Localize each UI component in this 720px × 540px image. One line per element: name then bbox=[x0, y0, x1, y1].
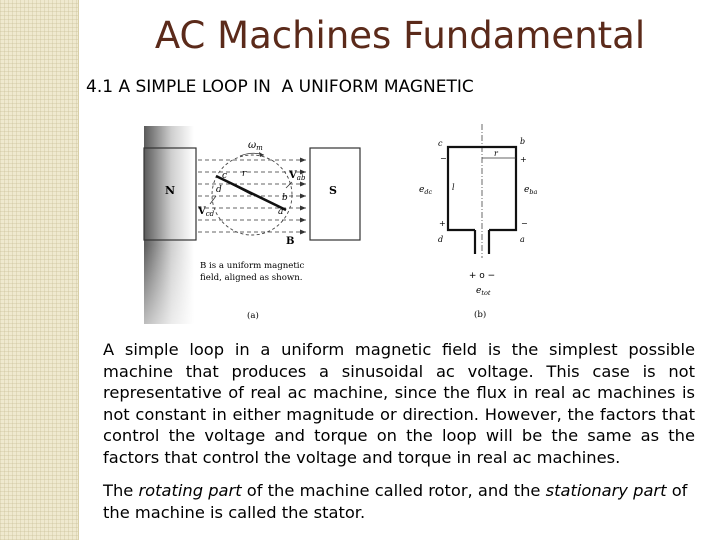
stationary-part-term: stationary part bbox=[545, 481, 667, 500]
field-caption-line2: field, aligned as shown. bbox=[200, 273, 303, 283]
corner-b-label: b bbox=[520, 137, 526, 146]
figure-b bbox=[419, 124, 537, 320]
length-label: l bbox=[452, 183, 455, 192]
paragraph2-text-3: of the machine is called the stator. bbox=[103, 481, 688, 522]
slide-title: AC Machines Fundamental bbox=[154, 14, 646, 57]
loop-figure bbox=[140, 118, 565, 328]
vab-symbol: V bbox=[289, 170, 297, 181]
decorative-side-band bbox=[0, 0, 79, 540]
eba-symbol: e bbox=[524, 185, 530, 195]
terminal-c-label: c bbox=[222, 171, 228, 181]
field-b-label: B bbox=[286, 236, 295, 247]
figure-a bbox=[144, 126, 360, 324]
south-pole-label: S bbox=[329, 184, 337, 197]
paragraph2-text-1: The bbox=[103, 481, 139, 500]
rotating-part-term: rotating part bbox=[138, 481, 242, 500]
corner-c-label: c bbox=[438, 139, 443, 148]
edc-label bbox=[419, 185, 432, 196]
etot-symbol: e bbox=[476, 286, 482, 296]
radius-label-b: r bbox=[494, 149, 498, 158]
figure-b-label: (b) bbox=[474, 310, 487, 320]
terminal-b-label: b bbox=[282, 193, 288, 203]
vcd-subscript: cd bbox=[205, 210, 215, 218]
edc-plus: + bbox=[439, 219, 446, 228]
edc-symbol: e bbox=[419, 185, 425, 195]
north-pole-fade bbox=[144, 126, 194, 324]
eba-subscript: ba bbox=[529, 188, 538, 196]
radius-label: r bbox=[242, 169, 247, 179]
field-caption-line1: B is a uniform magnetic bbox=[200, 261, 305, 271]
eba-plus: + bbox=[520, 155, 527, 164]
omega-label bbox=[248, 140, 263, 152]
figure-a-label: (a) bbox=[247, 311, 259, 321]
etot-subscript: tot bbox=[481, 289, 491, 297]
eba-minus: − bbox=[521, 219, 528, 228]
eba-label bbox=[524, 185, 537, 196]
vab-subscript: ab bbox=[296, 174, 306, 182]
terminal-d-label: d bbox=[216, 185, 222, 195]
etot-label bbox=[476, 286, 491, 297]
vcd-symbol: V bbox=[198, 206, 206, 217]
corner-d-label: d bbox=[438, 235, 444, 244]
rotor-stator-paragraph bbox=[103, 480, 695, 523]
terminal-a-label: a bbox=[278, 207, 284, 217]
omega-subscript: m bbox=[256, 144, 263, 152]
paragraph2-text-2: of the machine called rotor, and the bbox=[241, 481, 546, 500]
omega-symbol: ω bbox=[248, 140, 257, 151]
intro-paragraph: A simple loop in a uniform magnetic field is the simplest possible machine that produces a sinusoidal ac voltage. This case is not representative of real ac machine, since the flux in real ac machines is not constant in either magnitude or direction. However, the factors that control the voltage and torque on the loop will be the same as the factors that control the voltage and torque in real ac machines. bbox=[103, 340, 695, 467]
field-arrowheads bbox=[300, 158, 306, 235]
terminal-symbols: + o − bbox=[468, 271, 496, 281]
edc-minus: − bbox=[440, 154, 447, 163]
corner-a-label: a bbox=[520, 235, 525, 244]
north-pole-label: N bbox=[164, 184, 176, 197]
edc-subscript: dc bbox=[424, 188, 433, 196]
loop-figure-drawing bbox=[140, 118, 565, 328]
slide-subtitle: 4.1 A SIMPLE LOOP IN A UNIFORM MAGNETIC bbox=[86, 77, 474, 97]
